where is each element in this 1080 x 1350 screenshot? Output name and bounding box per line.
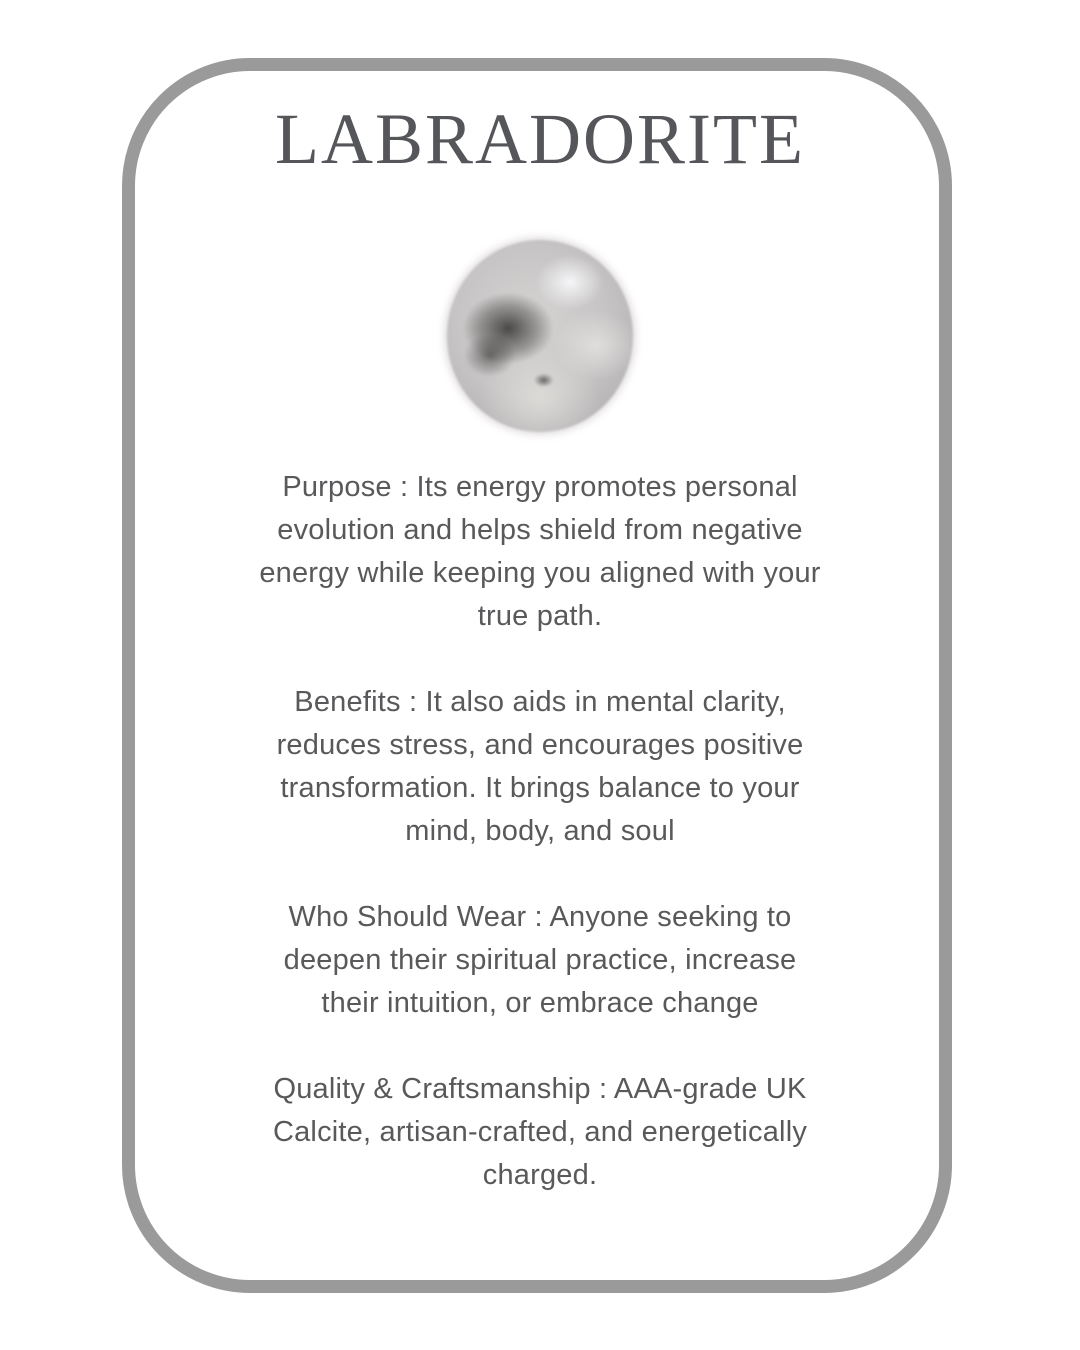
card-body bbox=[210, 466, 870, 1240]
section-purpose-line: evolution and helps shield from negative bbox=[277, 514, 803, 546]
section-purpose-line: Purpose : Its energy promotes personal bbox=[282, 471, 798, 503]
section-purpose-line: energy while keeping you aligned with your bbox=[259, 557, 821, 589]
section-quality-line: Quality & Craftsmanship : AAA-grade UK bbox=[273, 1073, 807, 1105]
section-purpose bbox=[210, 466, 870, 638]
section-quality-line: charged. bbox=[482, 1159, 598, 1191]
section-quality-craftsmanship bbox=[210, 1068, 870, 1197]
section-who-should-wear bbox=[210, 896, 870, 1025]
section-benefits bbox=[210, 681, 870, 853]
section-benefits-line: mind, body, and soul bbox=[405, 815, 675, 847]
section-who-should-wear-line: their intuition, or embrace change bbox=[321, 987, 759, 1019]
section-quality-line: Calcite, artisan-crafted, and energetically bbox=[272, 1116, 808, 1148]
section-benefits-line: Benefits : It also aids in mental clarity, bbox=[294, 686, 786, 718]
labradorite-stone-image bbox=[447, 240, 633, 432]
section-purpose-line: true path. bbox=[477, 600, 603, 632]
card-title: LABRADORITE bbox=[275, 99, 805, 179]
section-benefits-line: transformation. It brings balance to your bbox=[280, 772, 800, 804]
section-who-should-wear-line: deepen their spiritual practice, increase bbox=[283, 944, 797, 976]
section-who-should-wear-line: Who Should Wear : Anyone seeking to bbox=[288, 901, 792, 933]
section-benefits-line: reduces stress, and encourages positive bbox=[276, 729, 804, 761]
